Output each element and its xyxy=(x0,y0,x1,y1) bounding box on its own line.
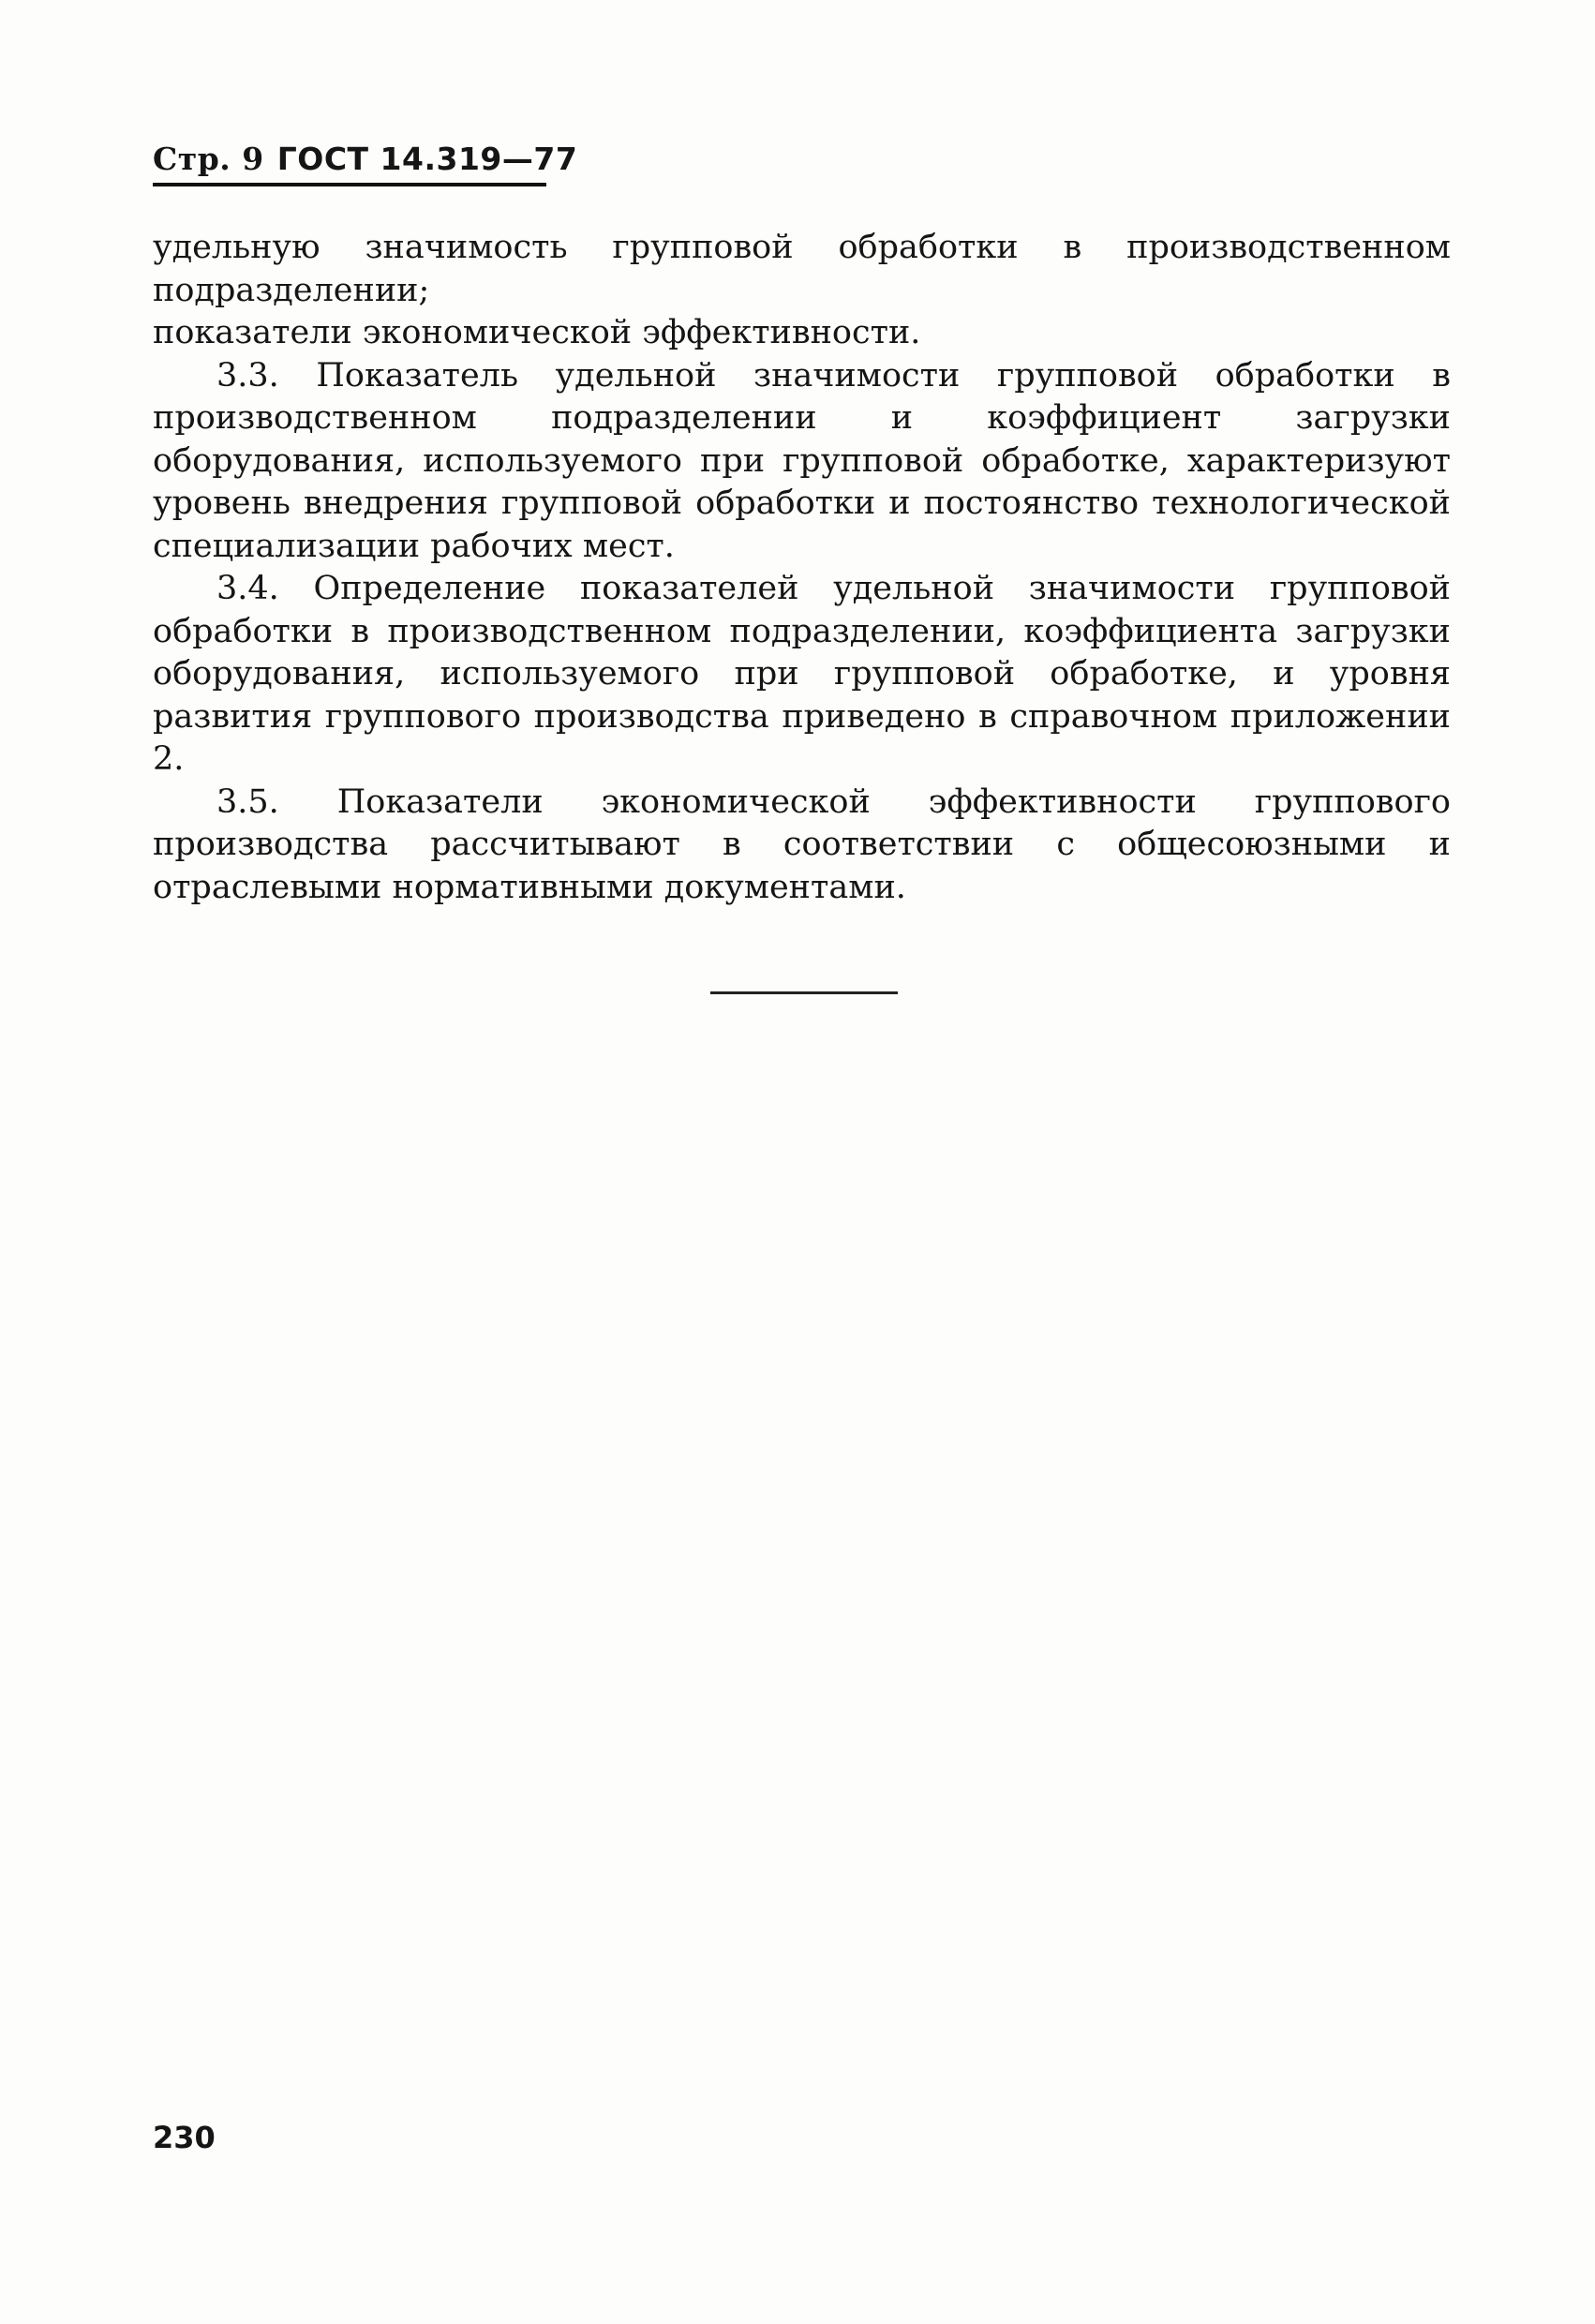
paragraph-3-3: 3.3. Показатель удельной значимости групповой обработки в производственном подразделении и коэффициент загрузки оборудования, используемого при групповой обработке, характеризуют уровень внедрения групповой обработки и постоянство технологической специализации рабочих мест. xyxy=(153,356,1451,565)
header-line xyxy=(153,141,578,177)
body-text xyxy=(153,227,1451,909)
paragraph-1: удельную значимость групповой обработки в производственном подразделении; xyxy=(153,229,1451,309)
paragraph-2: показатели экономической эффективности. xyxy=(153,314,921,351)
closing-rule xyxy=(710,991,898,994)
header-standard: ГОСТ 14.319—77 xyxy=(276,141,578,177)
paragraph-3-4: 3.4. Определение показателей удельной значимости групповой обработки в производственном подразделении, коэффициента загрузки оборудования, используемого при групповой обработке, и уровня развития группового производства приведено в справочном приложении 2. xyxy=(153,570,1451,778)
page-header xyxy=(153,141,578,186)
page-number: 230 xyxy=(153,2120,216,2155)
header-rule xyxy=(153,183,546,186)
paragraph-3-5: 3.5. Показатели экономической эффективности группового производства рассчитывают в соответствии с общесоюзными и отраслевыми нормативными документами. xyxy=(153,782,1451,906)
header-page-label: Стр. 9 xyxy=(153,141,264,177)
